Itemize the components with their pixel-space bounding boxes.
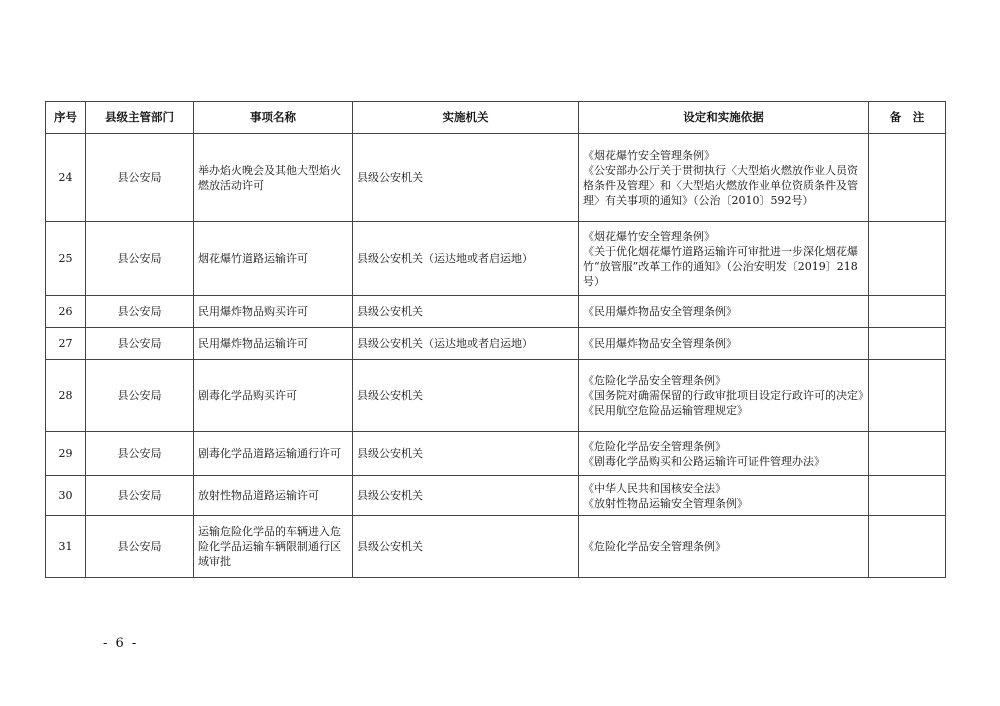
basis-line: 《民用爆炸物品安全管理条例》 [583,305,737,318]
table-row [46,432,946,476]
row-number: 29 [46,432,86,476]
header-remark: 备 注 [869,102,946,134]
table-row [46,328,946,360]
basis-line: 《中华人民共和国核安全法》 [583,481,726,495]
row-basis [579,296,869,328]
basis-line: 《剧毒化学品购买和公路运输许可证件管理办法》 [583,454,825,468]
basis-line: 《危险化学品安全管理条例》 [583,374,726,387]
approval-items-table [45,101,946,578]
row-dept: 县公安局 [86,432,194,476]
header-dept: 县级主管部门 [86,102,194,134]
row-dept: 县公安局 [86,328,194,360]
header-no: 序号 [46,102,86,134]
basis-line: 《公安部办公厅关于贯彻执行〈大型焰火燃放作业人员资格条件及管理〉和〈大型焰火燃放作业单位资质条件及管理〉有关事项的通知》（公治〔2010〕592号） [583,163,858,207]
row-basis [579,134,869,222]
row-basis [579,360,869,432]
row-org: 县级公安机关 [353,134,579,222]
row-number: 31 [46,516,86,578]
row-dept: 县公安局 [86,134,194,222]
row-number: 30 [46,476,86,516]
row-remark [869,516,946,578]
row-item-name: 剧毒化学品道路运输通行许可 [194,432,353,476]
row-dept: 县公安局 [86,516,194,578]
row-remark [869,296,946,328]
row-item-name: 放射性物品道路运输许可 [194,476,353,516]
row-dept: 县公安局 [86,222,194,296]
row-basis [579,476,869,516]
row-item-name: 民用爆炸物品运输许可 [194,328,353,360]
row-number: 27 [46,328,86,360]
row-item-name: 剧毒化学品购买许可 [194,360,353,432]
table-row [46,516,946,578]
row-basis [579,516,869,578]
row-remark [869,134,946,222]
basis-line: 《国务院对确需保留的行政审批项目设定行政许可的决定》 [583,389,869,402]
table-row [46,134,946,222]
basis-line: 《危险化学品安全管理条例》 [583,439,726,453]
row-basis [579,222,869,296]
row-item-name: 举办焰火晚会及其他大型焰火燃放活动许可 [194,134,353,222]
row-item-name: 民用爆炸物品购买许可 [194,296,353,328]
row-remark [869,360,946,432]
table-row [46,296,946,328]
row-remark [869,432,946,476]
basis-line: 《烟花爆竹安全管理条例》 [583,148,715,162]
row-item-name: 运输危险化学品的车辆进入危险化学品运输车辆限制通行区域审批 [194,516,353,578]
table-row [46,476,946,516]
basis-line: 《关于优化烟花爆竹道路运输许可审批进一步深化烟花爆竹“放管服”改革工作的通知》（公治安明发〔2019〕218号） [583,244,858,288]
row-org: 县级公安机关 [353,360,579,432]
row-dept: 县公安局 [86,296,194,328]
basis-line: 《危险化学品安全管理条例》 [583,540,726,553]
basis-line: 《烟花爆竹安全管理条例》 [583,229,715,243]
header-item: 事项名称 [194,102,353,134]
row-dept: 县公安局 [86,360,194,432]
basis-line: 《放射性物品运输安全管理条例》 [583,496,748,510]
row-org: 县级公安机关 [353,476,579,516]
row-org: 县级公安机关 [353,432,579,476]
row-item-name: 烟花爆竹道路运输许可 [194,222,353,296]
row-number: 25 [46,222,86,296]
basis-line: 《民用航空危险品运输管理规定》 [583,404,748,417]
table-row [46,222,946,296]
row-org: 县级公安机关 [353,296,579,328]
row-dept: 县公安局 [86,476,194,516]
page-number: - 6 - [103,636,139,651]
row-remark [869,476,946,516]
header-org: 实施机关 [353,102,579,134]
row-number: 26 [46,296,86,328]
table-header-row [46,102,946,134]
row-basis [579,432,869,476]
basis-line: 《民用爆炸物品安全管理条例》 [583,337,737,350]
table-row [46,360,946,432]
row-number: 24 [46,134,86,222]
row-org: 县级公安机关（运达地或者启运地） [353,222,579,296]
row-remark [869,328,946,360]
header-basis: 设定和实施依据 [579,102,869,134]
row-number: 28 [46,360,86,432]
row-remark [869,222,946,296]
row-org: 县级公安机关（运达地或者启运地） [353,328,579,360]
row-basis [579,328,869,360]
row-org: 县级公安机关 [353,516,579,578]
